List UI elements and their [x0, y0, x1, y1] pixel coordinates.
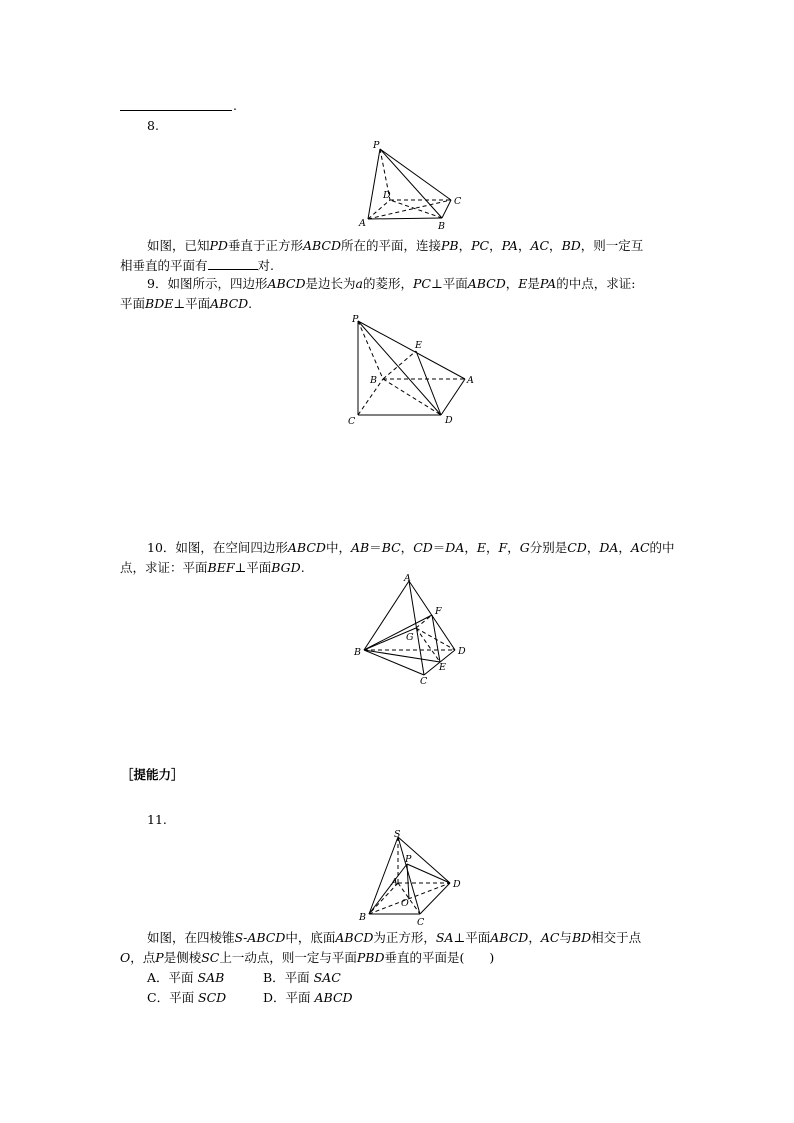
q10-line1: 10．如图，在空间四边形ABCD中，AB＝BC，CD＝DA，E，F，G分别是CD，DA，AC的中	[147, 540, 675, 555]
label-C: C	[454, 196, 462, 207]
edge-AB	[364, 581, 409, 650]
q8-number: 8.	[147, 118, 159, 133]
label-O: O	[401, 898, 409, 909]
q11-line1: 如图，在四棱锥S-ABCD中，底面ABCD为正方形，SA⊥平面ABCD，AC与BD相交于点	[147, 930, 642, 945]
q8-text	[120, 236, 680, 276]
answer-blank-line	[120, 110, 232, 111]
label-B: B	[438, 221, 445, 232]
edge-PC	[380, 149, 451, 200]
q9-line2: 平面BDE⊥平面ABCD.	[120, 296, 253, 311]
label-D: D	[383, 190, 391, 201]
label-B: B	[359, 912, 366, 923]
label-S: S	[394, 829, 401, 840]
q8-line1: 如图，已知PD垂直于正方形ABCD所在的平面，连接PB，PC，PA，AC，BD，则一定互	[147, 238, 644, 253]
q8-answer-blank	[208, 257, 258, 270]
q11-option-C[interactable]: C．平面 SCD	[147, 990, 227, 1005]
trailing-period: .	[233, 98, 237, 113]
edge-BD	[383, 379, 441, 415]
q9-line1: 9．如图所示，四边形ABCD是边长为a的菱形，PC⊥平面ABCD，E是PA的中点，求证:	[147, 276, 636, 291]
q11-option-A[interactable]: A．平面 SAB	[147, 970, 225, 985]
q10-line2: 点，求证：平面BEF⊥平面BGD.	[120, 560, 305, 575]
label-P: P	[373, 140, 380, 151]
q11-line2: O，点P是侧棱SC上一动点，则一定与平面PBD垂直的平面是( )	[120, 950, 495, 965]
edge-PD	[358, 321, 441, 415]
label-C: C	[348, 416, 356, 427]
label-E: E	[415, 340, 422, 351]
edge-AD	[368, 200, 390, 219]
diag-AC	[368, 200, 451, 219]
label-F: F	[435, 606, 442, 617]
edge-BF	[364, 615, 432, 650]
label-P: P	[405, 854, 412, 865]
q11-option-D[interactable]: D．平面 ABCD	[263, 990, 353, 1005]
label-D: D	[445, 415, 453, 426]
edge-PA	[368, 149, 380, 219]
label-D: D	[458, 646, 466, 657]
q11-text	[120, 928, 700, 968]
q10-figure	[352, 572, 472, 687]
q11-number: 11.	[147, 812, 167, 827]
q9-figure	[345, 312, 485, 432]
edge-PD	[407, 864, 450, 883]
label-A: A	[404, 573, 411, 584]
label-A: A	[391, 877, 398, 888]
edge-PO	[407, 864, 409, 899]
label-D: D	[453, 879, 461, 890]
edge-DA	[441, 379, 465, 415]
edge-PB	[380, 149, 442, 218]
label-A: A	[359, 218, 366, 229]
edge-BC	[442, 200, 451, 218]
q8-figure	[355, 137, 470, 232]
label-B: B	[370, 375, 377, 386]
edge-PA	[358, 321, 465, 379]
edge-BC	[364, 650, 424, 675]
edge-PB	[358, 321, 383, 379]
label-G: G	[406, 632, 414, 643]
q8-line2: 相垂直的平面有 对.	[120, 258, 274, 273]
edge-ED	[416, 351, 441, 415]
edge-BE	[364, 650, 440, 662]
label-C: C	[420, 676, 428, 687]
section-heading: ［提能力］	[121, 767, 184, 782]
q11-option-B[interactable]: B．平面 SAC	[263, 970, 341, 985]
q11-figure	[352, 827, 467, 930]
label-B: B	[354, 647, 361, 658]
q9-text	[120, 274, 700, 314]
label-E: E	[439, 662, 446, 673]
edge-GD	[416, 628, 455, 650]
edge-CD	[420, 883, 450, 914]
label-A: A	[467, 375, 474, 386]
edge-AB	[368, 218, 442, 219]
edge-SB	[369, 837, 398, 914]
label-P: P	[352, 314, 359, 325]
label-C: C	[417, 917, 425, 928]
